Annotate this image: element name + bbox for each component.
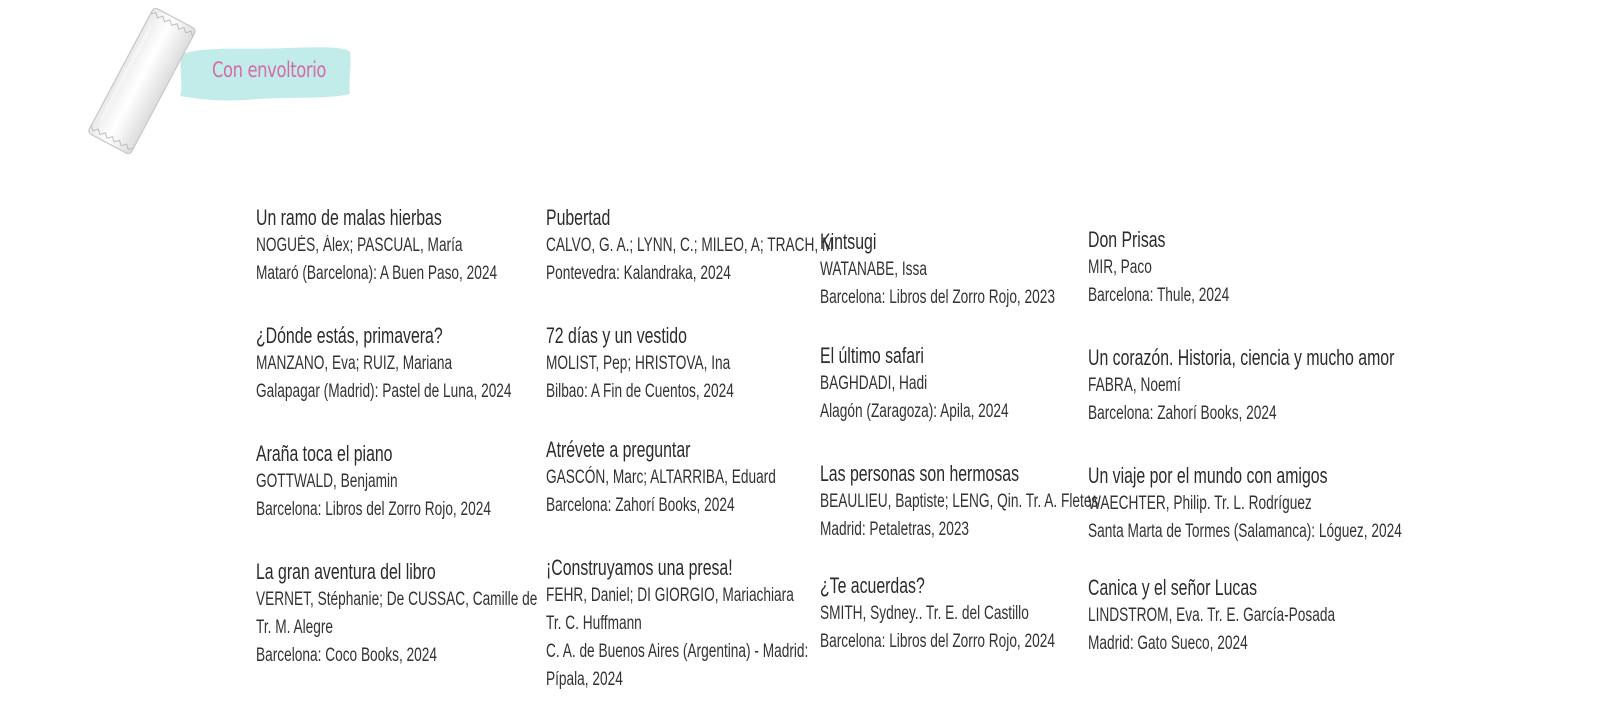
book-authors: MIR, Paco — [1088, 257, 1152, 278]
book-publisher: Galapagar (Madrid): Pastel de Luna, 2024 — [256, 381, 512, 402]
book-title: Un corazón. Historia, ciencia y mucho amor — [1088, 345, 1395, 370]
book-entry — [256, 440, 586, 524]
book-title: Las personas son hermosas — [820, 461, 1019, 486]
book-authors: GASCÓN, Marc; ALTARRIBA, Eduard — [546, 467, 776, 488]
book-authors: MANZANO, Eva; RUIZ, Mariana — [256, 353, 453, 374]
book-entry — [256, 204, 586, 288]
book-authors: LINDSTROM, Eva. Tr. E. García-Posada — [1088, 605, 1336, 626]
book-title: Un viaje por el mundo con amigos — [1088, 463, 1328, 488]
book-entry — [256, 322, 586, 406]
book-title: Araña toca el piano — [256, 441, 393, 466]
book-title: ¿Dónde estás, primavera? — [256, 323, 443, 348]
book-authors: VERNET, Stéphanie; De CUSSAC, Camille de — [256, 589, 538, 610]
book-title: 72 días y un vestido — [546, 323, 687, 348]
book-publisher: Alagón (Zaragoza): Apila, 2024 — [820, 401, 1009, 422]
book-authors: WATANABE, Issa — [820, 259, 927, 280]
book-publisher: Barcelona: Coco Books, 2024 — [256, 645, 438, 666]
book-title: El último safari — [820, 343, 924, 368]
section-label: Con envoltorio — [212, 58, 327, 82]
book-title: Canica y el señor Lucas — [1088, 575, 1258, 600]
book-entry — [1088, 462, 1418, 546]
book-authors: NOGUÉS, Álex; PASCUAL, María — [256, 235, 463, 256]
book-publisher: Barcelona: Libros del Zorro Rojo, 2023 — [820, 287, 1055, 308]
book-publisher-continued: Pípala, 2024 — [546, 669, 623, 690]
book-publisher: Barcelona: Libros del Zorro Rojo, 2024 — [256, 499, 491, 520]
book-publisher: Pontevedra: Kalandraka, 2024 — [546, 263, 731, 284]
book-title: Kintsugi — [820, 229, 877, 254]
book-publisher: C. A. de Buenos Aires (Argentina) - Madrid: — [546, 641, 809, 662]
book-authors: BEAULIEU, Baptiste; LENG, Qin. Tr. A. Fletes — [820, 491, 1099, 512]
book-entry — [1088, 574, 1418, 658]
book-authors: CALVO, G. A.; LYNN, C.; MILEO, A; TRACH, M — [546, 235, 834, 256]
book-title: ¿Te acuerdas? — [820, 573, 925, 598]
book-title: La gran aventura del libro — [256, 559, 436, 584]
book-title: Un ramo de malas hierbas — [256, 205, 442, 230]
book-publisher: Mataró (Barcelona): A Buen Paso, 2024 — [256, 263, 498, 284]
book-entry — [1088, 226, 1418, 310]
book-title: Don Prisas — [1088, 227, 1166, 252]
book-translator: Tr. M. Alegre — [256, 617, 334, 638]
book-publisher: Bilbao: A Fin de Cuentos, 2024 — [546, 381, 734, 402]
book-authors: FEHR, Daniel; DI GIORGIO, Mariachiara — [546, 585, 794, 606]
book-authors: SMITH, Sydney.. Tr. E. del Castillo — [820, 603, 1029, 624]
book-publisher: Madrid: Gato Sueco, 2024 — [1088, 633, 1248, 654]
book-publisher: Barcelona: Zahorí Books, 2024 — [546, 495, 735, 516]
book-publisher: Santa Marta de Tormes (Salamanca): Lóguez, 2024 — [1088, 521, 1402, 542]
book-authors: BAGHDADI, Hadi — [820, 373, 928, 394]
book-publisher: Barcelona: Libros del Zorro Rojo, 2024 — [820, 631, 1055, 652]
book-title: ¡Construyamos una presa! — [546, 555, 733, 580]
book-authors: GOTTWALD, Benjamin — [256, 471, 398, 492]
book-title: Pubertad — [546, 205, 611, 230]
book-translator: Tr. C. Huffmann — [546, 613, 642, 634]
book-publisher: Barcelona: Thule, 2024 — [1088, 285, 1230, 306]
book-title: Atrévete a preguntar — [546, 437, 691, 462]
book-authors: MOLIST, Pep; HRISTOVA, Ina — [546, 353, 731, 374]
book-entry — [1088, 344, 1418, 428]
book-publisher: Barcelona: Zahorí Books, 2024 — [1088, 403, 1277, 424]
book-entry — [256, 558, 586, 670]
book-authors: FABRA, Noemí — [1088, 375, 1181, 396]
book-authors: WAECHTER, Philip. Tr. L. Rodríguez — [1088, 493, 1312, 514]
book-publisher: Madrid: Petaletras, 2023 — [820, 519, 970, 540]
